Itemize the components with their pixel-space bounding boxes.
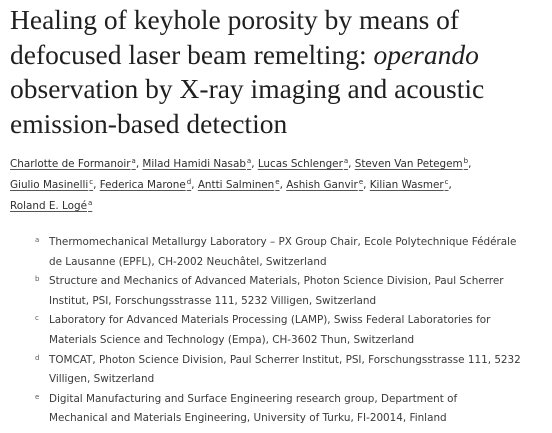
author-link[interactable] (10, 179, 93, 191)
author-affiliation-sup: b (463, 156, 469, 165)
author-separator: , (135, 158, 143, 170)
author-link[interactable] (10, 200, 92, 212)
affiliation-item (0, 390, 552, 429)
author-link[interactable] (100, 179, 192, 191)
author-name: Giulio Masinelli (10, 179, 89, 191)
title-line-1: Healing of keyhole porosity by means of (10, 4, 460, 35)
affiliation-item (0, 311, 552, 350)
title-italic-word: operando (373, 38, 479, 70)
author-affiliation-sup: a (343, 156, 349, 165)
title-line-4: emission-based detection (10, 107, 288, 139)
author-line-2 (10, 175, 546, 196)
affiliation-text-line: Mechanical and Materials Engineering, University of Turku, FI-20014, Finland (49, 412, 447, 425)
author-line-1 (10, 154, 546, 175)
author-link[interactable] (258, 158, 348, 170)
title-line-3: observation by X-ray imaging and acoustic (10, 73, 485, 104)
author-separator: , (363, 179, 370, 191)
author-link[interactable] (142, 158, 251, 170)
author-link[interactable] (355, 158, 468, 170)
affiliation-item (0, 351, 552, 390)
author-name: Milad Hamidi Nasab (142, 158, 246, 170)
title-line-2-text: defocused laser beam remelting: (10, 38, 374, 70)
author-link[interactable] (370, 179, 449, 191)
author-line-3 (10, 196, 546, 217)
affiliation-marker: c (35, 314, 39, 323)
affiliation-item (0, 233, 552, 272)
author-separator: , (191, 179, 198, 191)
author-separator: , (348, 158, 355, 170)
title-line-2 (10, 38, 546, 73)
affiliation-marker: a (35, 236, 40, 244)
author-name: Roland E. Logé (10, 200, 87, 212)
author-separator: , (251, 158, 258, 170)
author-link[interactable] (286, 179, 363, 191)
author-name: Steven Van Petegem (354, 158, 463, 170)
author-affiliation-sup: a (131, 156, 136, 165)
affiliation-text-line: Laboratory for Advanced Materials Processing (LAMP), Swiss Federal Laboratories for (49, 314, 491, 327)
affiliation-text-line: Structure and Mechanics of Advanced Materials, Photon Science Division, Paul Scherrer (49, 275, 504, 288)
author-link[interactable] (10, 158, 136, 170)
author-affiliation-sup: d (186, 177, 192, 186)
article-title (10, 3, 546, 141)
author-affiliation-sup: c (444, 177, 449, 186)
affiliation-text-line: Thermomechanical Metallurgy Laboratory – PX Group Chair, Ecole Polytechnique Fédérale (49, 236, 517, 248)
affiliation-marker: e (35, 392, 40, 401)
author-name: Federica Marone (99, 179, 186, 191)
author-affiliation-sup: e (275, 177, 280, 186)
author-separator: , (279, 179, 287, 191)
author-affiliation-sup: a (246, 156, 252, 165)
affiliation-text-line: Villigen, Switzerland (49, 373, 155, 386)
author-affiliation-sup: e (358, 177, 364, 186)
author-separator: , (468, 158, 472, 170)
affiliation-marker: b (35, 275, 40, 284)
author-name: Ashish Ganvir (286, 179, 358, 191)
affiliation-text-line: TOMCAT, Photon Science Division, Paul Scherrer Institut, PSI, Forschungsstrasse 111, 5232 (49, 353, 521, 366)
author-affiliation-sup: c (89, 177, 94, 186)
affiliation-text-line: Institut, PSI, Forschungsstrasse 111, 5232 Villigen, Switzerland (49, 294, 377, 307)
author-separator: , (93, 179, 100, 191)
author-link[interactable] (198, 179, 280, 191)
author-name: Charlotte de Formanoir (10, 158, 131, 170)
author-name: Kilian Wasmer (369, 179, 444, 191)
affiliation-text-line: Digital Manufacturing and Surface Engineering research group, Department of (49, 392, 458, 405)
author-list (10, 154, 546, 217)
author-separator: , (448, 179, 452, 191)
author-affiliation-sup: a (87, 198, 93, 207)
affiliation-text-line: de Lausanne (EPFL), CH-2002 Neuchâtel, Switzerland (49, 255, 327, 268)
affiliation-text-line: Materials Science and Technology (Empa), CH-3602 Thun, Switzerland (49, 333, 415, 346)
author-name: Lucas Schlenger (257, 158, 343, 170)
affiliation-item (0, 272, 552, 311)
affiliation-list (0, 233, 552, 429)
affiliation-marker: d (35, 353, 40, 362)
author-name: Antti Salminen (197, 179, 275, 191)
